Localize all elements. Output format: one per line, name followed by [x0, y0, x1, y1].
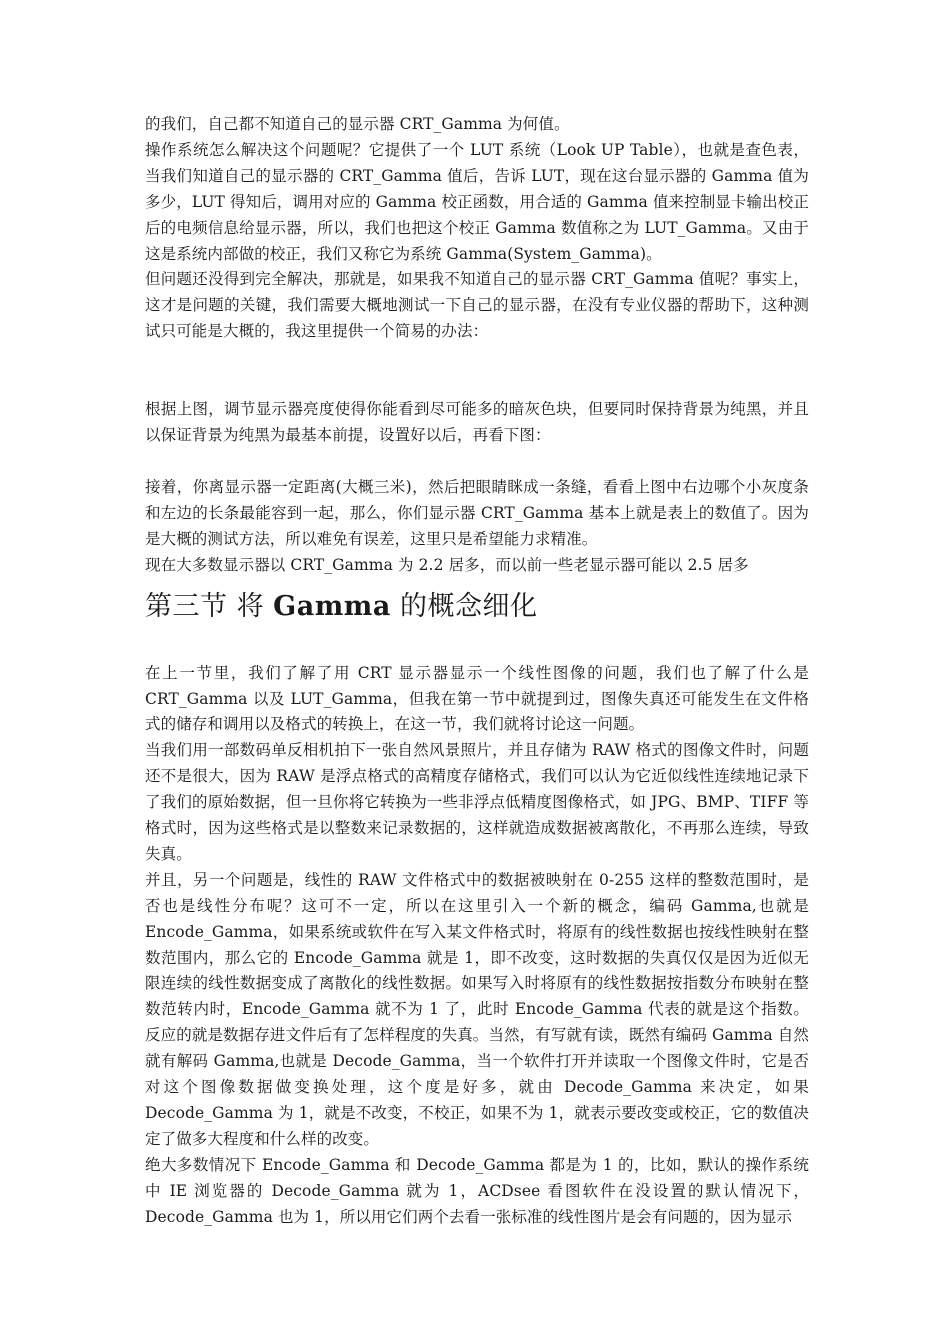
text-block-intro [145, 112, 809, 345]
section-heading [145, 585, 809, 629]
text-block-test [145, 475, 809, 579]
paragraph: 操作系统怎么解决这个问题呢？它提供了一个 LUT 系统（Look UP Table），也就是查色表，当我们知道自己的显示器的 CRT_Gamma 值后，告诉 LUT，现在这台显示器的 Gamma 值为多少，LUT 得知后，调用对应的 Gamma 校正函数，用合适的 Gamma 值来控制显卡输出校正后的电频信息给显示器，所以，我们也把这个校正 Gamma 数值称之为 LUT_Gamma。又由于这是系统内部做的校正，我们又称它为系统 Gamma(System_Gamma)。 [145, 140, 809, 263]
section-heading-gamma: Gamma [273, 590, 391, 622]
section-heading-suffix: 的概念细化 [390, 590, 538, 622]
paragraph: 根据上图，调节显示器亮度使得你能看到尽可能多的暗灰色块，但要同时保持背景为纯黑，并且以保证背景为纯黑为最基本前提，设置好以后，再看下图： [145, 400, 809, 445]
paragraph: 在上一节里，我们了解了用 CRT 显示器显示一个线性图像的问题，我们也了解了什么是 CRT_Gamma 以及 LUT_Gamma，但我在第一节中就提到过，图像失真还可能发生在文件格式的储存和调用以及格式的转换上，在这一节，我们就将讨论这一问题。 [145, 663, 809, 734]
paragraph: 当我们用一部数码单反相机拍下一张自然风景照片，并且存储为 RAW 格式的图像文件时，问题还不是很大，因为 RAW 是浮点格式的高精度存储格式，我们可以认为它近似线性连续地记录下了我们的原始数据，但一旦你将它转换为一些非浮点低精度图像格式，如 JPG、BMP、TIFF 等格式时，因为这些格式是以整数来记录数据的，这样就造成数据被离散化，不再那么连续，导致失真。 [145, 741, 809, 863]
paragraph: 绝大多数情况下 Encode_Gamma 和 Decode_Gamma 都是为 1 的，比如，默认的操作系统中 IE 浏览器的 Decode_Gamma 就为 1，ACDsee 看图软件在没设置的默认情况下，Decode_Gamma 也为 1，所以用它们两个去看一张标准的线性图片是会有问题的，因为显示 [145, 1155, 809, 1226]
paragraph: 但问题还没得到完全解决，那就是，如果我不知道自己的显示器 CRT_Gamma 值呢？事实上，这才是问题的关键，我们需要大概地测试一下自己的显示器，在没有专业仪器的帮助下，这种测试只可能是大概的，我这里提供一个简易的办法： [145, 270, 809, 341]
section-heading-prefix: 第三节 将 [145, 590, 274, 622]
text-block-section3 [145, 661, 809, 1231]
figure-placeholder-gap [145, 449, 809, 475]
paragraph: 现在大多数显示器以 CRT_Gamma 为 2.2 居多，而以前一些老显示器可能以 2.5 居多 [145, 555, 749, 574]
text-block-brightness [145, 397, 809, 449]
paragraph: 的我们，自己都不知道自己的显示器 CRT_Gamma 为何值。 [145, 115, 570, 133]
paragraph: 并且，另一个问题是，线性的 RAW 文件格式中的数据被映射在 0-255 这样的整数范围时，是否也是线性分布呢？这可不一定，所以在这里引入一个新的概念，编码 Gamma,也就是 Encode_Gamma，如果系统或软件在写入某文件格式时，将原有的线性数据也按线性映射在整数范围内，那么它的 Encode_Gamma 就是 1，即不改变，这时数据的失真仅仅是因为近似无限连续的线性数据变成了离散化的线性数据。如果写入时将原有的线性数据按指数分布映射在整数范转内时，Encode_Gamma 就不为 1 了，此时 Encode_Gamma 代表的就是这个指数。反应的就是数据存进文件后有了怎样程度的失真。当然，有写就有读，既然有编码 Gamma 自然就有解码 Gamma,也就是 Decode_Gamma，当一个软件打开并读取一个图像文件时，它是否对这个图像数据做变换处理，这个度是好多，就由 Decode_Gamma 来决定，如果 Decode_Gamma 为 1，就是不改变，不校正，如果不为 1，就表示要改变或校正，它的数值决定了做多大程度和什么样的改变。 [145, 870, 809, 1148]
figure-placeholder-gap [145, 345, 809, 397]
heading-gap [145, 629, 809, 661]
document-page [145, 112, 809, 1231]
paragraph: 接着，你离显示器一定距离(大概三米)，然后把眼睛眯成一条缝，看看上图中右边哪个小灰度条和左边的长条最能容到一起，那么，你们显示器 CRT_Gamma 基本上就是表上的数值了。因为是大概的测试方法，所以难免有误差，这里只是希望能力求精准。 [145, 477, 809, 548]
